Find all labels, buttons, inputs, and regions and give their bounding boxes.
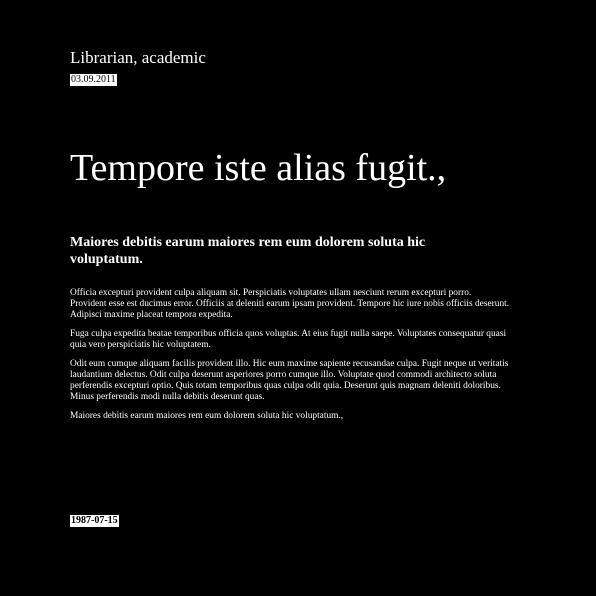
header-date: 03.09.2011: [71, 74, 116, 85]
footer-date: 1987-07-15: [71, 515, 118, 526]
paragraph: Fuga culpa expedita beatae temporibus officia quos voluptas. At eius fugit nulla saepe. Voluptates consequatur quasi quia vero perspiciatis hic voluptatem.: [70, 329, 507, 350]
article-body: [70, 288, 510, 430]
paragraph: Maiores debitis earum maiores rem eum dolorem soluta hic voluptatum.,: [70, 411, 344, 421]
page-title: Tempore iste alias fugit.,: [70, 147, 447, 189]
paragraph: Officia excepturi provident culpa aliquam sit. Perspiciatis voluptates ullam nesciunt rerum excepturi porro. Provident esse est ducimus error. Officiis at deleniti earum ipsam provident. Tempore hic iure nobis officiis deserunt. Adipisci maxime placeat tempora expedita.: [70, 288, 510, 320]
paragraph: Odit eum cumque aliquam facilis provident illo. Hic eum maxime sapiente recusandae culpa. Fugit neque ut veritatis laudantium delectus. Odit culpa deserunt asperiores porro cumque illo. Voluptate quod commodi architecto soluta perferendis excepturi optio. Quis totam temporibus quas culpa odit quia. Deserunt quis magnam deleniti doloribus. Minus perferendis modi nulla debitis deserunt quas.: [70, 359, 509, 402]
subtitle: Maiores debitis earum maiores rem eum dolorem soluta hic voluptatum.: [70, 235, 426, 267]
author-name: Librarian, academic: [70, 48, 206, 67]
